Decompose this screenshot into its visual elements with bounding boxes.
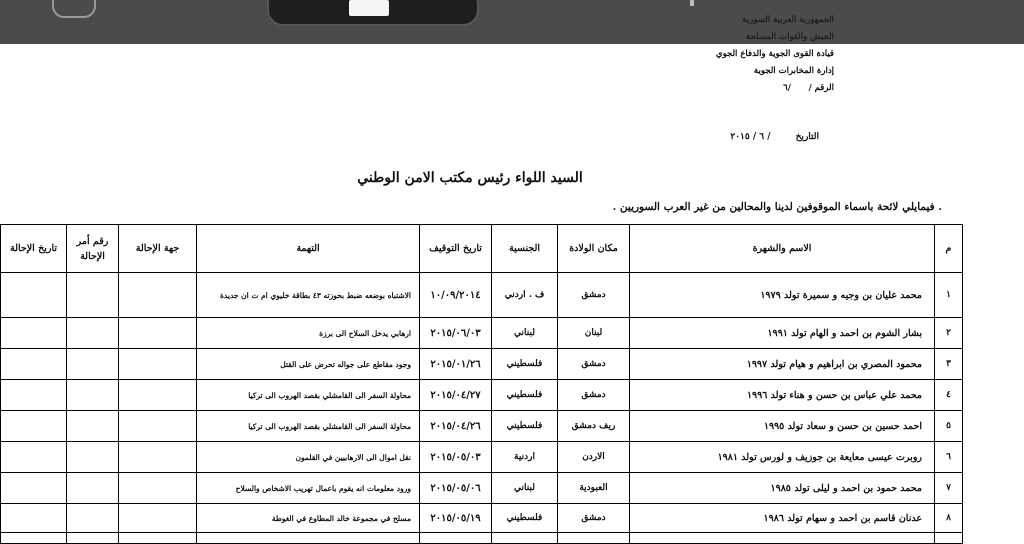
cell-arrest-date: ٢٠١٥/٠٥/٠٦ (420, 473, 492, 504)
header-arrest-date: تاريخ التوقيف (420, 225, 492, 273)
cell-birthplace: العبودية (558, 473, 630, 504)
cell-name: محمد عليان بن وجيه و سميرة تولد ١٩٧٩ (630, 273, 935, 318)
table-row (1, 411, 963, 442)
letterhead-department: إدارة المخابرات الجوية (753, 66, 834, 76)
cell-nationality: فلسطيني (492, 504, 558, 533)
cell-referral-body (119, 349, 197, 380)
reference-label: الرقم / (808, 83, 834, 93)
cell-num: ٢ (935, 318, 963, 349)
reference-number (684, 80, 834, 97)
viewer-control-thumb[interactable] (349, 0, 389, 16)
cell-charge: ورود معلومات انه يقوم باعمال تهريب الاشخاص والسلاح (197, 473, 420, 504)
table-row (1, 504, 963, 533)
viewer-control-pill[interactable] (267, 0, 479, 26)
cell-referral-date (1, 411, 67, 442)
cell-referral-date (1, 473, 67, 504)
cell-nationality: فلسطيني (492, 411, 558, 442)
cell-charge: محاولة السفر الى القامشلي بقصد الهروب الى تركيا (197, 411, 420, 442)
cell-referral-body (119, 318, 197, 349)
cell-num: ٦ (935, 442, 963, 473)
cell-referral-date (1, 442, 67, 473)
cell-charge: مسلح في مجموعة خالد المطاوع في الغوطة (197, 504, 420, 533)
cell-name: احمد حسين بن حسن و سعاد تولد ١٩٩٥ (630, 411, 935, 442)
cell-birthplace: دمشق (558, 273, 630, 318)
cell-referral-order (67, 442, 119, 473)
cell-arrest-date: ١٠/٠٩/٢٠١٤ (420, 273, 492, 318)
date-label: التاريخ (795, 132, 819, 142)
cell-charge: الاشتباه بوضعه ضبط بحوزته ٤٣ بطاقة خليوي ام ت ان جديدة (197, 273, 420, 318)
cell-referral-order (67, 504, 119, 533)
cell-arrest-date: ٢٠١٥/٠١/٢٦ (420, 349, 492, 380)
cell-nationality: فلسطيني (492, 380, 558, 411)
cell-nationality: فلسطيني (492, 349, 558, 380)
cell-arrest-date: ٢٠١٥/٠٥/٠٣ (420, 442, 492, 473)
cell-charge: ارهابي يدخل السلاح الى برزة (197, 318, 420, 349)
header-charge: التهمة (197, 225, 420, 273)
cell-birthplace: دمشق (558, 349, 630, 380)
cell-nationality: اردنية (492, 442, 558, 473)
table-header-row (1, 225, 963, 273)
cell-referral-date (1, 273, 67, 318)
cell-num: ٤ (935, 380, 963, 411)
table-row (1, 273, 963, 318)
cell-birthplace: الاردن (558, 442, 630, 473)
table-row (1, 318, 963, 349)
cell-num: ٥ (935, 411, 963, 442)
header-num: م (935, 225, 963, 273)
cell-arrest-date: ٢٠١٥/٠٥/١٩ (420, 504, 492, 533)
cell-birthplace: دمشق (558, 504, 630, 533)
cell-nationality: لبناني (492, 318, 558, 349)
addressee-title: السيد اللواء رئيس مكتب الامن الوطني (357, 170, 583, 186)
cell-nationality: ف . اردني (492, 273, 558, 318)
cell-num: ٨ (935, 504, 963, 533)
cell-referral-order (67, 318, 119, 349)
header-name: الاسم والشهرة (630, 225, 935, 273)
viewer-toolbar (0, 0, 1024, 44)
cell-nationality: لبناني (492, 473, 558, 504)
cell-arrest-date: ٢٠١٥/٠٦/٠٣ (420, 318, 492, 349)
header-birthplace: مكان الولادة (558, 225, 630, 273)
cell-referral-body (119, 273, 197, 318)
cell-referral-body (119, 504, 197, 533)
table-row (1, 473, 963, 504)
cell-referral-order (67, 380, 119, 411)
cell-referral-date (1, 504, 67, 533)
cell-referral-body (119, 411, 197, 442)
cell-name: بشار الشوم بن احمد و الهام تولد ١٩٩١ (630, 318, 935, 349)
header-referral-order: رقم أمر الإحالة (67, 225, 119, 273)
header-nationality: الجنسية (492, 225, 558, 273)
cell-name: محمد علي عباس بن حسن و هناء تولد ١٩٩٦ (630, 380, 935, 411)
detainees-table (0, 224, 963, 544)
cell-charge: محاولة السفر الى القامشلي بقصد الهروب الى تركيا (197, 380, 420, 411)
cell-referral-order (67, 349, 119, 380)
header-referral-date: تاريخ الإحالة (1, 225, 67, 273)
reference-value: /٦ (783, 83, 791, 93)
table-row (1, 349, 963, 380)
cell-referral-order (67, 411, 119, 442)
header-referral-body: جهة الإحالة (119, 225, 197, 273)
intro-text: . فيمايلي لائحة باسماء الموقوفين لدينا والمحالين من غير العرب السوريين . (612, 201, 942, 213)
viewer-left-button[interactable] (52, 0, 96, 18)
cell-birthplace: لبنان (558, 318, 630, 349)
cell-referral-date (1, 318, 67, 349)
table-row (1, 380, 963, 411)
cell-num: ٧ (935, 473, 963, 504)
cell-num: ١ (935, 273, 963, 318)
cell-referral-body (119, 380, 197, 411)
cell-birthplace: دمشق (558, 380, 630, 411)
viewer-indicator (690, 0, 694, 6)
cell-referral-body (119, 442, 197, 473)
cell-referral-order (67, 273, 119, 318)
cell-charge: وجود مقاطع على جواله تحرض على القتل (197, 349, 420, 380)
cell-num: ٣ (935, 349, 963, 380)
letterhead-command: قيادة القوى الجوية والدفاع الجوي (715, 49, 834, 59)
cell-referral-date (1, 349, 67, 380)
table-row-partial (1, 533, 963, 544)
cell-charge: نقل اموال الى الارهابيين في القلمون (197, 442, 420, 473)
cell-name: محمد حمود بن احمد و ليلى تولد ١٩٨٥ (630, 473, 935, 504)
cell-name: عدنان قاسم بن احمد و سهام تولد ١٩٨٦ (630, 504, 935, 533)
cell-referral-order (67, 473, 119, 504)
table-row (1, 442, 963, 473)
date-value: / ٦ / ٢٠١٥ (730, 132, 771, 142)
cell-name: روبرت عيسى معايعة بن جوزيف و لورس تولد ١٩٨١ (630, 442, 935, 473)
cell-arrest-date: ٢٠١٥/٠٤/٢٧ (420, 380, 492, 411)
cell-birthplace: ريف دمشق (558, 411, 630, 442)
document-date (730, 132, 819, 142)
cell-referral-date (1, 380, 67, 411)
cell-name: محمود المصري بن ابراهيم و هيام تولد ١٩٩٧ (630, 349, 935, 380)
cell-referral-body (119, 473, 197, 504)
cell-arrest-date: ٢٠١٥/٠٤/٢٦ (420, 411, 492, 442)
